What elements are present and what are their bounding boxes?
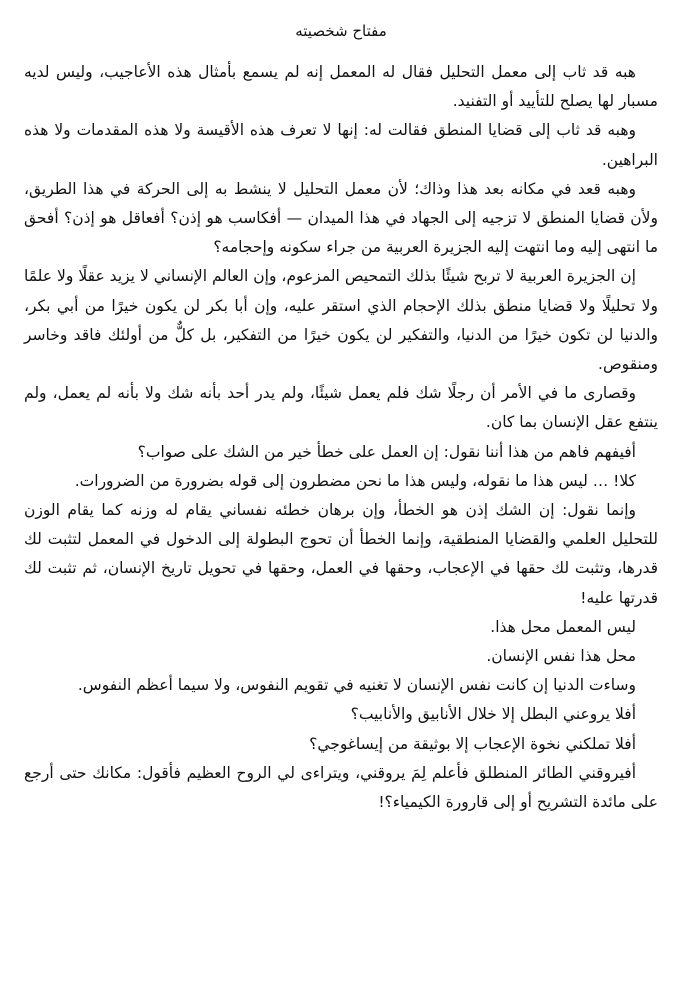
paragraph: أفلا يروعني البطل إلا خلال الأنابيق والأنابيب؟ — [350, 705, 636, 724]
paragraph: وهبه قد ثاب إلى قضايا المنطق فقالت له: إنها لا تعرف هذه الأقيسة ولا هذه المقدمات ولا هذه البراهين. — [24, 121, 658, 169]
paragraph: وهبه قعد في مكانه بعد هذا وذاك؛ لأن معمل التحليل لا ينشط به إلى الحركة في هذا الطريق، ولأن قضايا المنطق لا تزجيه إلى الجهاد في هذا الميدان — أفكاسب هو إذن؟ أفعاقل هو إذن؟ أفحق ما انتهى إليه وما انتهت إليه الجزيرة العربية من جراء سكونه وإحجامه؟ — [24, 179, 658, 257]
paragraph: أفيروقني الطائر المنطلق فأعلم لِمَ يروقني، ويتراءى لي الروح العظيم فأقول: مكانك حتى أرجع على مائدة التشريح أو إلى قارورة الكيمياء؟! — [24, 763, 658, 812]
paragraph: إن الجزيرة العربية لا تربح شيئًا بذلك التمحيص المزعوم، وإن العالم الإنساني لا يزيد عقلًا ولا علمًا ولا تحليلًا ولا قضايا منطق بذلك الإحجام الذي استقر عليه، وإن أبا بكر لن يكون خيرًا من أبي بكر، والدنيا لن تكون خيرًا من الدنيا، والتفكير لن يكون خيرًا من التفكير، بل كلٌّ من أولئك فاقد وخاسر ومنقوص. — [24, 267, 658, 374]
page-header-title: مفتاح شخصيته — [295, 22, 387, 40]
paragraph: وإنما نقول: إن الشك إذن هو الخطأ، وإن برهان خطئه نفساني يقام له وزنه كما يقام الوزن للتحليل العلمي والقضايا المنطقية، وإنما الخطأ أن تحوج البطولة إلى الدخول في المعمل لتثبت لك قدرها، وتثبت لك حقها في الإعجاب، وحقها في العمل، وحقها في تحويل تاريخ الإنسان، ثم تثبت لك قدرتها عليه! — [24, 501, 658, 607]
paragraph: ليس المعمل محل هذا. — [490, 617, 636, 636]
paragraph: وقصارى ما في الأمر أن رجلًا شك فلم يعمل شيئًا، ولم يدر أحد بأنه شك ولا بأنه لم يعمل، ولم ينتفع عقل الإنسان بما كان. — [24, 384, 658, 432]
body-text — [24, 58, 658, 817]
paragraph: أفلا تملكني نخوة الإعجاب إلا بوثيقة من إيساغوجي؟ — [309, 734, 636, 753]
paragraph: وساءت الدنيا إن كانت نفس الإنسان لا تغنيه في تقويم النفوس، ولا سيما أعظم النفوس. — [77, 676, 636, 695]
paragraph: أفيفهم فاهم من هذا أننا نقول: إن العمل على خطأ خير من الشك على صواب؟ — [137, 442, 636, 461]
paragraph: كلا! … ليس هذا ما نقوله، وليس هذا ما نحن مضطرون إلى قوله بضرورة من الضرورات. — [74, 471, 636, 490]
paragraph: محل هذا نفس الإنسان. — [486, 647, 636, 666]
paragraph: هبه قد ثاب إلى معمل التحليل فقال له المعمل إنه لم يسمع بأمثال هذه الأعاجيب، وليس لديه مسبار لها يصلح للتأييد أو التفنيد. — [24, 63, 658, 111]
